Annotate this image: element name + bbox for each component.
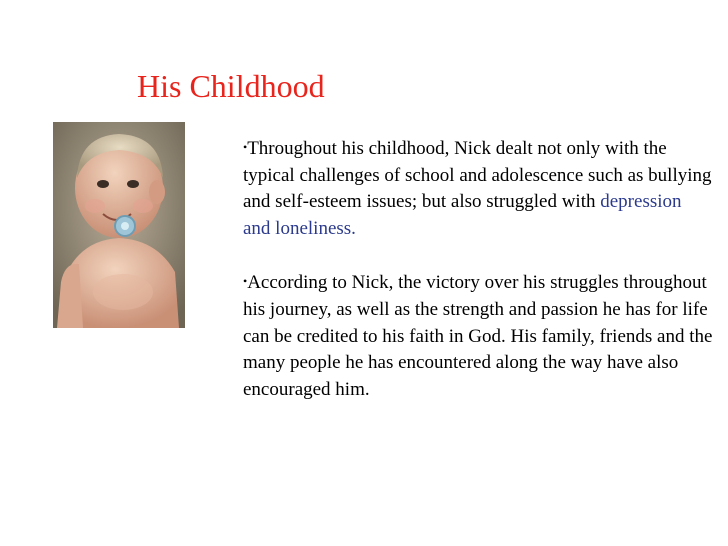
bullet-list: [243, 134, 713, 403]
slide-title: His Childhood: [137, 68, 325, 104]
bullet-faith: [243, 268, 713, 403]
baby-photo: [53, 122, 185, 328]
bullet-text-faith: According to Nick, the victory over his struggles throughout his journey, as well as the strength and passion he has for life can be credited to his faith in God. His family, friends and the many people he has encountered along the way have also encouraged him.: [243, 272, 713, 400]
highlight-depression: depression and loneliness.: [243, 191, 682, 239]
bullet-icon: •: [243, 274, 248, 289]
bullet-text-childhood: Throughout his childhood, Nick dealt not only with the typical challenges of school and adolescence such as bullying and self-esteem issues; but also struggled with: [243, 138, 712, 213]
bullet-childhood-struggles: [243, 134, 713, 242]
baby-photo-illustration: [53, 122, 185, 328]
bullet-icon: •: [243, 140, 248, 154]
